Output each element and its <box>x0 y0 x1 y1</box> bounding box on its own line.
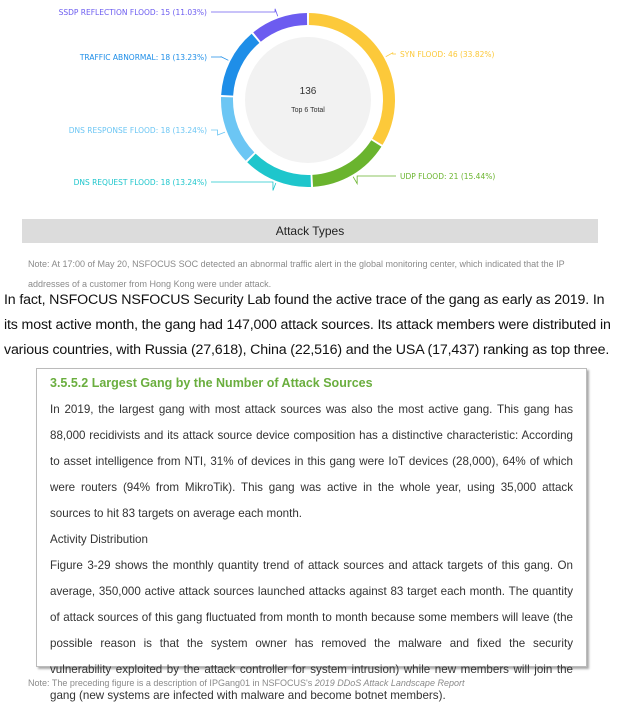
slice-label: DNS RESPONSE FLOOD: 18 (13.24%) <box>68 126 207 135</box>
slice-ssdp-reflection-flood <box>253 13 307 42</box>
slice-label: TRAFFIC ABNORMAL: 18 (13.23%) <box>79 53 207 62</box>
slice-label: DNS REQUEST FLOOD: 18 (13.24%) <box>73 178 207 187</box>
leader-line <box>211 57 228 61</box>
body-paragraph: In fact, NSFOCUS NSFOCUS Security Lab found the active trace of the gang as early as 2019. In its most active month, the gang had 147,000 attack sources. Its attack members were distributed in various countries, with Russia (27,618), China (22,516) and the USA (17,437) ranking as top three. <box>4 292 611 358</box>
footnote-prefix: Note: The preceding figure is a description of IPGang01 in NSFOCUS's <box>28 678 315 688</box>
leader-line <box>211 130 225 135</box>
leader-line <box>386 53 396 57</box>
attack-types-donut-chart <box>0 0 625 205</box>
leader-line <box>211 182 276 190</box>
box-paragraph-2: Figure 3-29 shows the monthly quantity trend of attack sources and attack targets of this gang. On average, 350,000 active attack sources launched attacks against 83 target each month. The quantity of attack sources of this gang fluctuated from month to month because some members will leave (the possible reason is that the system owner has removed the malware and fixed the security vulnerability exploited by the attack controller for system intrusion) while new members will join the gang (new systems are infected with malware and become botnet members). <box>50 559 573 702</box>
leader-line <box>353 176 396 184</box>
box-heading: 3.5.5.2 Largest Gang by the Number of Attack Sources <box>50 376 373 390</box>
box-paragraph-1: In 2019, the largest gang with most attack sources was also the most active gang. This gang has 88,000 recidivists and its attack source device composition has a distinctive characteristic: According to asset intelligence from NTI, 31% of devices in this gang were IoT devices (28,000), 64% of which were routers (94% from MikroTik). This gang was active in the whole year, using 35,000 attack sources to hit 83 targets on average each month. <box>50 403 573 520</box>
center-value: 136 <box>299 86 317 97</box>
leader-line <box>211 9 278 17</box>
figure-caption: Attack Types <box>22 219 598 243</box>
slice-label: SSDP REFLECTION FLOOD: 15 (11.03%) <box>58 8 207 17</box>
slice-label: SYN FLOOD: 46 (33.82%) <box>400 50 495 59</box>
figure-note: Note: At 17:00 of May 20, NSFOCUS SOC detected an abnormal traffic alert in the global monitoring center, which indicated that the IP addresses of a customer from Hong Kong were under attack. <box>28 259 565 289</box>
box-subheading: Activity Distribution <box>50 533 148 546</box>
center-label: Top 6 Total <box>291 107 325 114</box>
donut-center <box>245 37 371 163</box>
footnote <box>28 678 464 688</box>
footnote-title: 2019 DDoS Attack Landscape Report <box>314 678 465 688</box>
slice-label: UDP FLOOD: 21 (15.44%) <box>400 172 496 181</box>
